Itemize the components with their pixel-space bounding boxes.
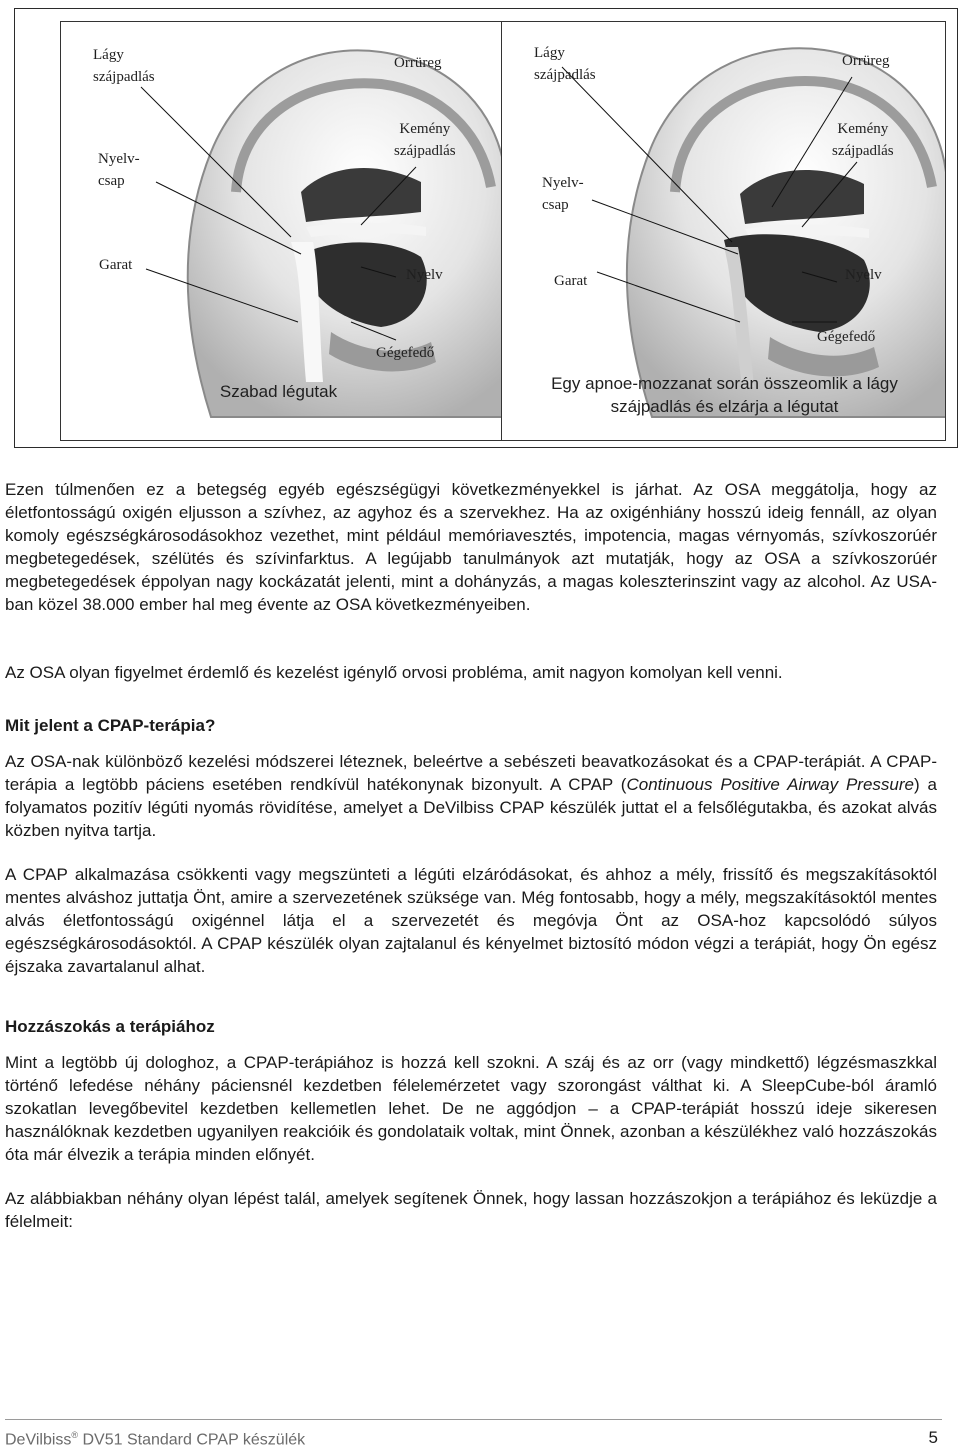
label-uvula: Nyelv- csap <box>98 151 140 189</box>
paragraph-health-consequences <box>5 478 937 616</box>
label-epiglottis: Gégefedő <box>376 345 435 361</box>
paragraph-adjustment <box>5 1051 937 1166</box>
label-nasal-cavity: Orrüreg <box>842 53 890 69</box>
caption-collapsed-airway: Egy apnoe-mozzanat során összeomlik a lágy szájpadlás és elzárja a légutat <box>551 374 898 416</box>
paragraph-cpap-definition <box>5 750 937 842</box>
label-tongue: Nyelv <box>406 267 443 283</box>
paragraph-text: Az alábbiakban néhány olyan lépést talál, amelyek segítenek Önnek, hogy lassan hozzászokjon a terápiához és leküzdje a félelmeit: <box>5 1189 937 1231</box>
footer-product-name <box>5 1430 305 1449</box>
paragraph-text: Mint a legtöbb új dologhoz, a CPAP-terápiához is hozzá kell szokni. A száj és az orr (vagy mindkettő) légzésmaszkkal történő lefedése néhány páciensnél kezdetben félelemérzetet vagy szorongást válthat ki. A SleepCube-ból áramló szokatlan levegőbevitel kezdetben kellemetlen lehet. De ne aggódjon – a CPAP-terápiát hosszú ideje sikeresen használóknak kezdetben ugyanilyen reakcióik és gondolataik voltak, mint Önnek, azonban a készülékhez való hozzászokás óta már élvezik a terápia minden előnyét. <box>5 1053 937 1164</box>
label-epiglottis: Gégefedő <box>817 329 876 345</box>
caption-open-airway: Szabad légutak <box>219 382 338 401</box>
label-pharynx: Garat <box>99 257 133 273</box>
cpap-full-term: Continuous Positive Airway Pressure <box>626 775 914 794</box>
collapsed-airway-panel <box>501 21 946 441</box>
paragraph-cpap-benefits <box>5 863 937 978</box>
footer-brand: DeVilbiss <box>5 1431 72 1449</box>
label-hard-palate: Kemény szájpadlás <box>394 121 456 159</box>
text-segment: Az OSA-nak különböző kezelési módszerei léteznek, beleértve a sebészeti beavatkozásokat és a CPAP-terápiát. A CPAP-terápia a legtöbb páciens esetében rendkívül hatékonynak bizonyult. A CPAP ( <box>5 752 937 794</box>
footer-divider <box>5 1419 942 1420</box>
label-soft-palate: Lágy szájpadlás <box>534 45 596 83</box>
paragraph-text: Ezen túlmenően ez a betegség egyéb egészségügyi következményekkel is járhat. Az OSA meggátolja, hogy az életfontosságú oxigén eljusson a szívhez, az agyhoz és a szervekhez. Ha az oxigénhiány hosszú ideig fennáll, az olyan komoly egészségkárosodásokhoz vezethet, mint például memóriavesztés, impotencia, magas vérnyomás, szívkoszorúér megbetegedések, szélütés és szívinfarktus. A legújabb tanulmányok azt mutatják, hogy az OSA a szívkoszorúér megbetegedések éppolyan nagy kockázatát jelenti, mint a dohányzás, a magas koleszterinszint vagy az alcohol. Az USA-ban közel 38.000 ember hal meg évente az OSA következményeiben. <box>5 480 937 614</box>
paragraph-text: Az OSA olyan figyelmet érdemlő és kezelést igénylő orvosi probléma, amit nagyon komolyan kell venni. <box>5 663 783 682</box>
registered-mark: ® <box>71 1430 79 1440</box>
label-uvula: Nyelv- csap <box>542 175 584 213</box>
paragraph-text: A CPAP alkalmazása csökkenti vagy megszünteti a légúti elzáródásokat, és ahhoz a mély, frissítő és megszakításoktól mentes alváshoz juttatja Önt, amire a szervezetének szüksége van. Még fontosabb, hogy a mély, megszakításoktól mentes alvás életfontosságú oxigénnel látja el a szervezetét és megóvja Önt az OSA-hoz kapcsolódó súlyos egészségkárosodásoktól. A CPAP készülék olyan zajtalanul és kényelmet biztosító módon végzi a terápiát, hogy Ön egész éjszaka zavartalanul alhat. <box>5 865 937 976</box>
footer-model: DV51 Standard CPAP készülék <box>82 1431 306 1449</box>
anatomy-figure <box>14 8 958 448</box>
label-hard-palate: Kemény szájpadlás <box>832 121 894 159</box>
heading-getting-used: Hozzászokás a terápiához <box>5 1017 215 1036</box>
open-airway-panel <box>60 21 505 441</box>
label-tongue: Nyelv <box>845 267 882 283</box>
heading-what-is-cpap: Mit jelent a CPAP-terápia? <box>5 716 216 735</box>
paragraph-serious-problem <box>5 661 937 684</box>
text-segment: ) a folyamatos pozitív légúti nyomás rövidítése, amelyet a DeVilbiss CPAP készülék juttat el a felsőlégutakba, és azokat alvás közben nyitva tartja. <box>5 775 937 840</box>
page-number: 5 <box>928 1428 938 1447</box>
label-soft-palate: Lágy szájpadlás <box>93 47 155 85</box>
paragraph-steps-intro <box>5 1187 937 1233</box>
label-nasal-cavity: Orrüreg <box>394 55 442 71</box>
paragraph-text <box>5 750 937 842</box>
label-pharynx: Garat <box>554 273 588 289</box>
